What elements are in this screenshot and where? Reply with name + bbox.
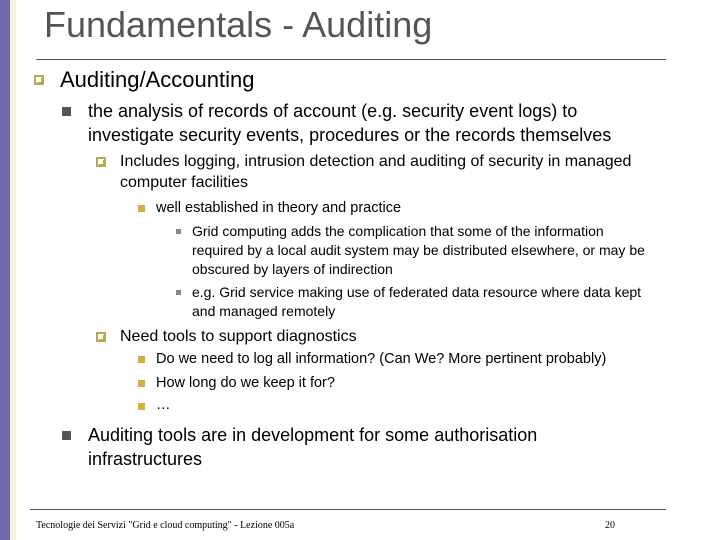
gold-square-bullet-icon [138,205,145,212]
analysis-text-line-1: the analysis of records of account (e.g. security event logs) to [88,101,578,121]
left-accent-bar [0,0,16,540]
square-bullet-icon [62,431,71,440]
gold-square-bullet-icon [138,380,145,387]
tools-text-line-2: infrastructures [88,449,203,469]
small-square-bullet-icon [176,290,181,295]
gold-square-bullet-icon [138,403,145,410]
ellipsis-text: … [156,397,171,413]
heading-auditing-accounting: Auditing/Accounting [60,67,255,92]
log-info-text: Do we need to log all information? (Can We? More pertinent probably) [156,351,607,367]
grid-text-line-2: required by a local audit system may be distributed elsewhere, or may be [192,242,645,258]
grid-text-line-1: Grid computing adds the complication that some of the information [192,223,604,239]
open-square-bullet-icon [96,332,106,342]
established-text: well established in theory and practice [156,200,402,216]
gold-square-bullet-icon [138,356,145,363]
includes-text-line-2: computer facilities [120,174,249,191]
includes-text-line-1: Includes logging, intrusion detection and auditing of security in managed [120,153,632,170]
eg-text-line-1: e.g. Grid service making use of federated data resource where data kept [192,284,642,300]
left-accent-bar-inner [0,0,10,540]
small-square-bullet-icon [176,229,181,234]
open-square-bullet-icon [96,157,106,167]
title-divider [36,59,666,60]
how-long-text: How long do we keep it for? [156,375,335,391]
footer-divider [30,509,666,510]
footer-course-title: Tecnologie dei Servizi "Grid e cloud computing" - Lezione 005a [36,520,295,531]
analysis-text-line-2: investigate security events, procedures or the records themselves [88,125,612,145]
slide-title: Fundamentals - Auditing [44,4,433,45]
open-square-bullet-icon [34,75,44,85]
square-bullet-icon [62,107,71,116]
tools-text-line-1: Auditing tools are in development for some authorisation [88,425,538,445]
grid-text-line-3: obscured by layers of indirection [192,261,393,277]
footer-page-number: 20 [605,520,615,531]
eg-text-line-2: and managed remotely [192,303,336,319]
need-tools-text: Need tools to support diagnostics [120,328,357,345]
